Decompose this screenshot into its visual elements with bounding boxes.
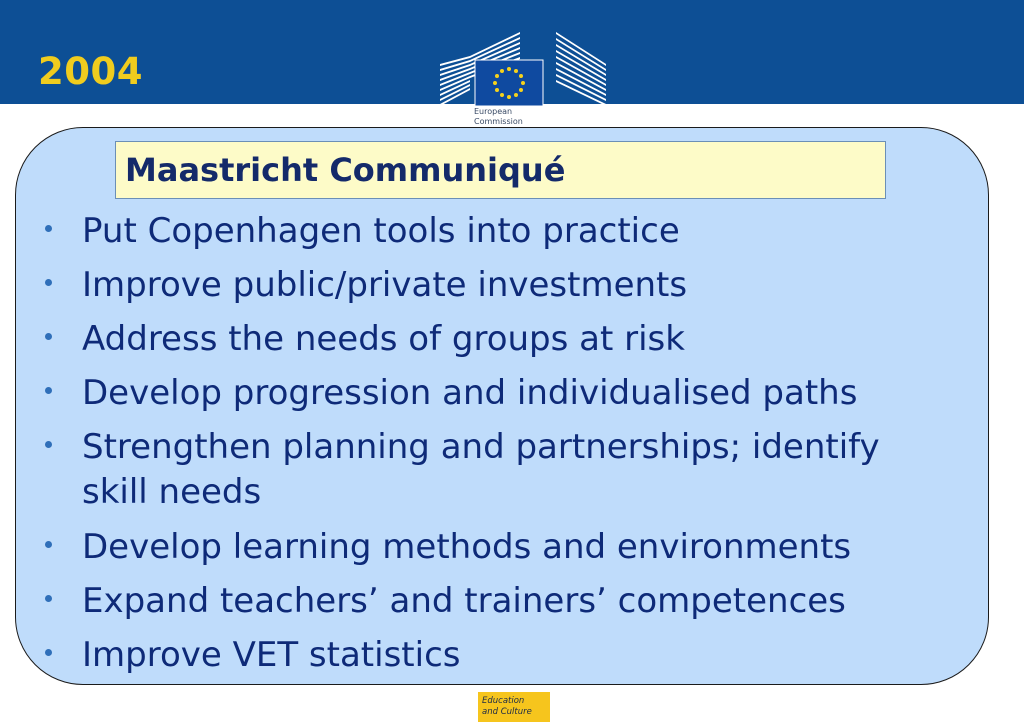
year-label: 2004 — [38, 50, 143, 93]
bullet-text: Address the needs of groups at risk — [82, 319, 685, 359]
bullet-text: Improve VET statistics — [82, 635, 461, 675]
bullet-text: skill needs — [82, 472, 262, 512]
bullet-text: Develop learning methods and environments — [82, 527, 852, 567]
slide-title: Maastricht Communiqué — [125, 151, 566, 189]
footer-label: Education and Culture — [482, 696, 532, 717]
building-right-icon — [556, 32, 606, 106]
bullet-text: Put Copenhagen tools into practice — [82, 211, 680, 251]
bullet-text: Expand teachers’ and trainers’ competences — [82, 581, 846, 621]
bullet-text: Strengthen planning and partnerships; identify — [82, 427, 880, 467]
footer-badge — [478, 692, 550, 722]
bullet-text: Improve public/private investments — [82, 265, 688, 305]
bullet-text: Develop progression and individualised paths — [82, 373, 858, 413]
logo-label: European Commission — [474, 107, 523, 126]
content-panel — [15, 127, 989, 685]
header-bar — [0, 0, 1024, 104]
